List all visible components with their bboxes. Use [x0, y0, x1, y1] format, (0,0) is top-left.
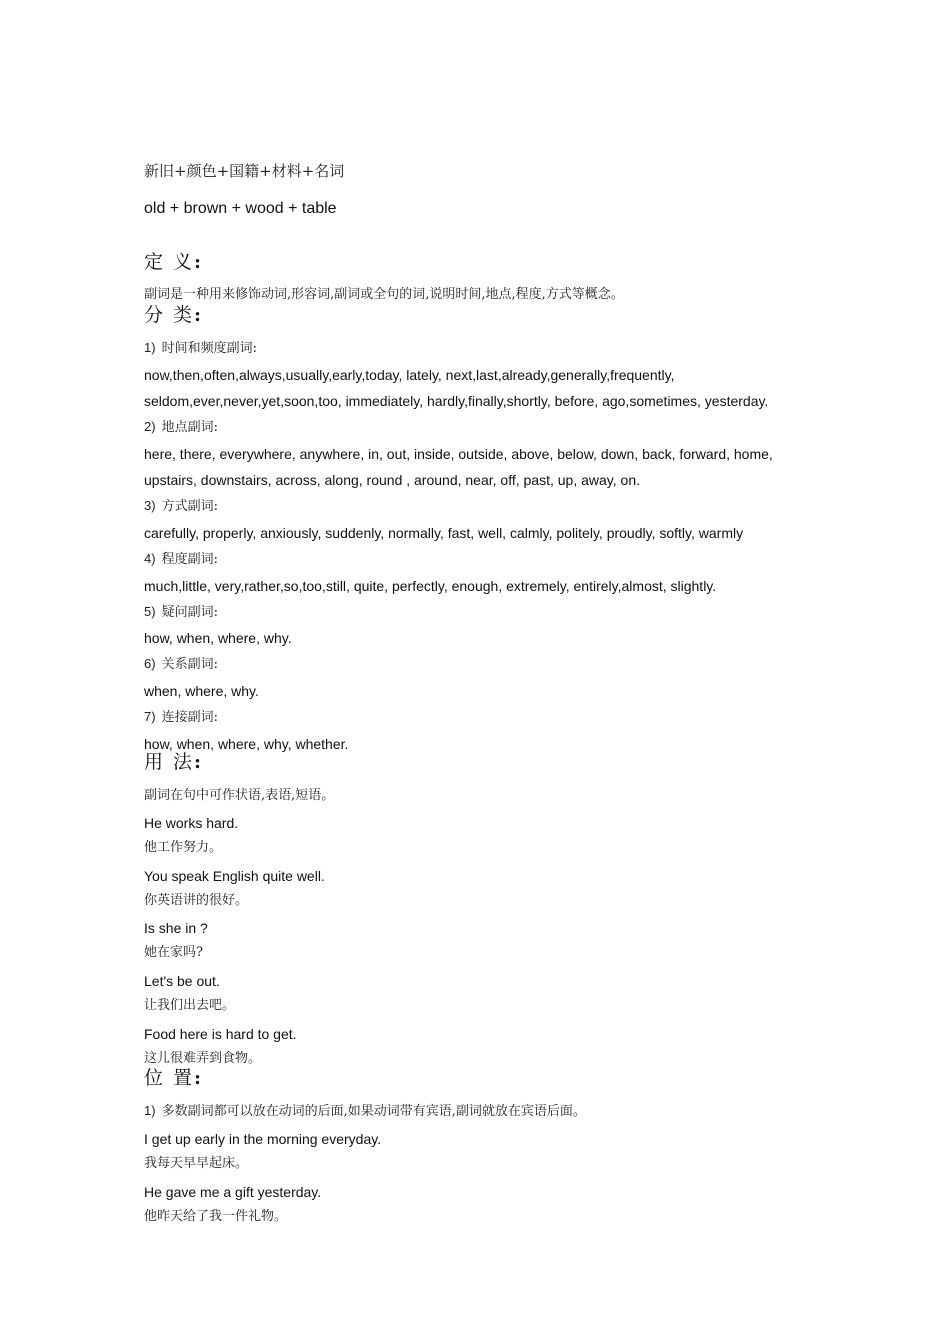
- position-example-en: He gave me a gift yesterday.: [144, 1184, 322, 1200]
- class-item-2-label: 2) 地点副词:: [144, 419, 218, 435]
- classification-heading: 分 类:: [144, 304, 202, 326]
- usage-example-zh: 她在家吗?: [144, 945, 203, 960]
- class-item-7-label: 7) 连接副词:: [144, 709, 218, 725]
- class-item-5-label: 5) 疑问副词:: [144, 604, 218, 620]
- position-rule: 1) 多数副词都可以放在动词的后面,如果动词带有宾语,副词就放在宾语后面。: [144, 1103, 586, 1119]
- position-example-zh: 我每天早早起床。: [144, 1156, 249, 1171]
- class-item-7-words: how, when, where, why, whether.: [144, 736, 349, 752]
- class-item-2-words: here, there, everywhere, anywhere, in, out, inside, outside, above, below, down, back, forward, home,: [144, 446, 773, 462]
- usage-example-zh: 你英语讲的很好。: [144, 893, 249, 908]
- usage-example-en: Is she in ?: [144, 920, 208, 936]
- usage-example-en: He works hard.: [144, 815, 239, 831]
- class-item-1-words: seldom,ever,never,yet,soon,too, immediately, hardly,finally,shortly, before, ago,sometimes, yesterday.: [144, 393, 769, 409]
- position-heading: 位 置:: [144, 1067, 202, 1089]
- adjective-order-en: old + brown + wood + table: [144, 200, 337, 217]
- class-item-3-label: 3) 方式副词:: [144, 498, 218, 514]
- usage-example-zh: 他工作努力。: [144, 840, 223, 855]
- class-item-3-words: carefully, properly, anxiously, suddenly, normally, fast, well, calmly, politely, proudly, softly, warmly: [144, 525, 744, 541]
- class-item-2-words: upstairs, downstairs, across, along, round , around, near, off, past, up, away, on.: [144, 472, 640, 488]
- usage-example-zh: 这儿很难弄到食物。: [144, 1051, 262, 1066]
- definition-heading: 定 义:: [144, 251, 202, 273]
- usage-example-zh: 让我们出去吧。: [144, 998, 236, 1013]
- class-item-6-label: 6) 关系副词:: [144, 656, 218, 672]
- definition-text: 副词是一种用来修饰动词,形容词,副词或全句的词,说明时间,地点,程度,方式等概念。: [144, 287, 624, 302]
- usage-example-en: Food here is hard to get.: [144, 1026, 297, 1042]
- usage-heading: 用 法:: [144, 751, 202, 773]
- usage-text: 副词在句中可作状语,表语,短语。: [144, 788, 335, 803]
- position-example-en: I get up early in the morning everyday.: [144, 1131, 382, 1147]
- class-item-4-label: 4) 程度副词:: [144, 551, 218, 567]
- class-item-1-words: now,then,often,always,usually,early,today, lately, next,last,already,generally,frequently,: [144, 367, 675, 383]
- position-example-zh: 他昨天给了我一件礼物。: [144, 1209, 288, 1224]
- adjective-order-zh: 新旧+颜色+国籍+材料+名词: [144, 162, 345, 180]
- class-item-6-words: when, where, why.: [144, 683, 259, 699]
- usage-example-en: You speak English quite well.: [144, 868, 325, 884]
- class-item-5-words: how, when, where, why.: [144, 630, 292, 646]
- class-item-1-label: 1) 时间和频度副词:: [144, 340, 257, 356]
- usage-example-en: Let's be out.: [144, 973, 220, 989]
- class-item-4-words: much,little, very,rather,so,too,still, quite, perfectly, enough, extremely, entirely,almost, slightly.: [144, 578, 717, 594]
